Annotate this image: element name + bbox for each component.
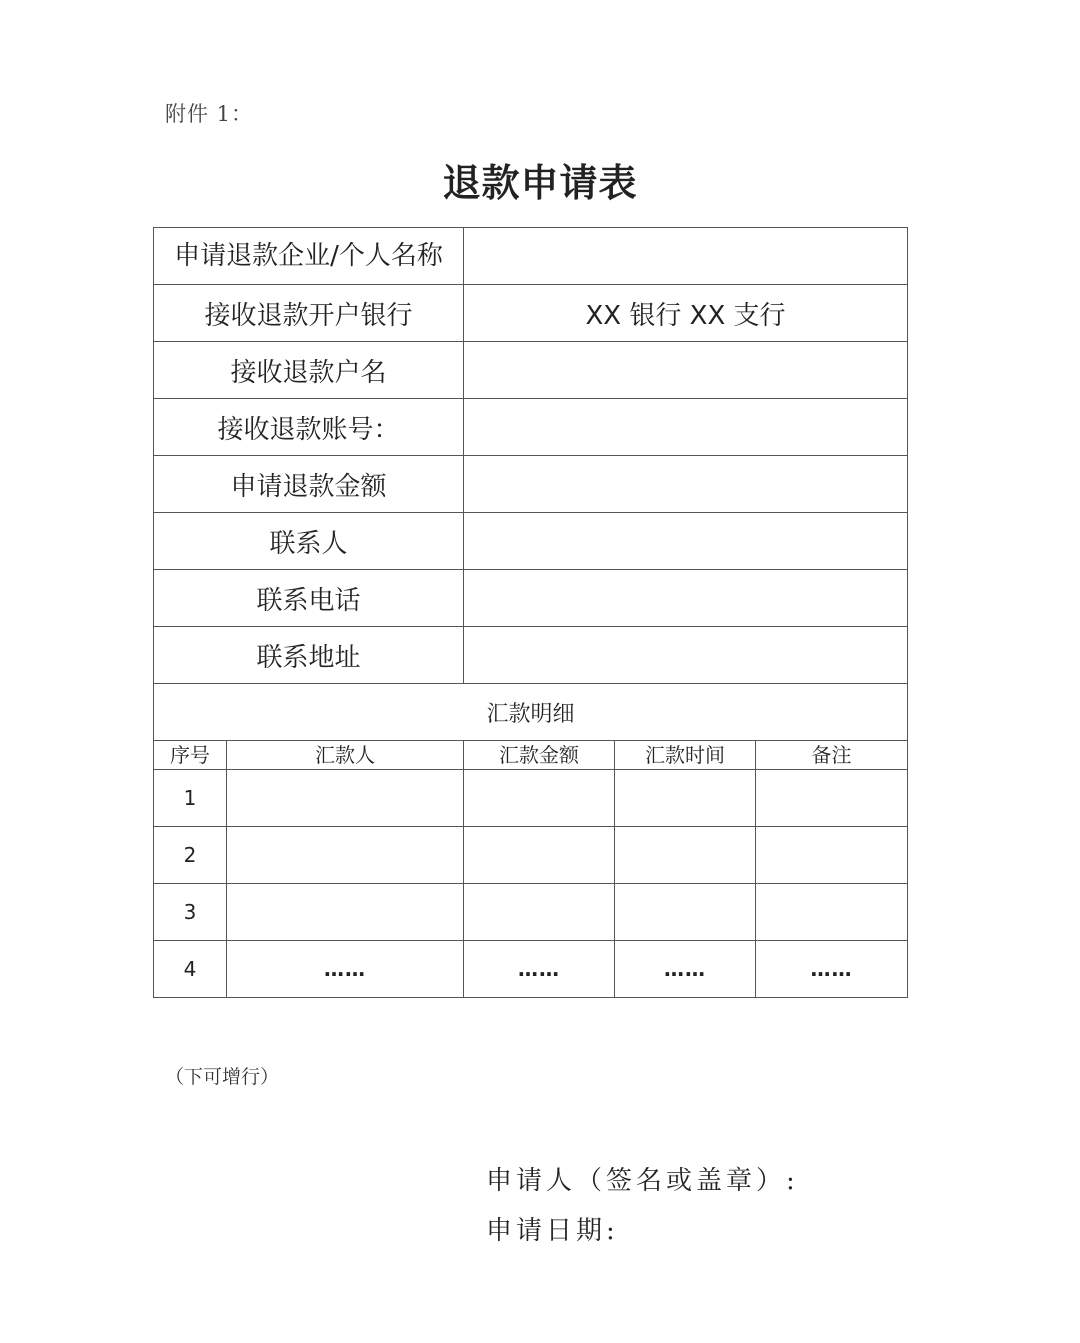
row-index: 4	[154, 941, 227, 998]
row-index: 2	[154, 827, 227, 884]
field-row-phone	[154, 570, 908, 627]
field-row-account-number	[154, 399, 908, 456]
field-label-address: 联系地址	[154, 627, 464, 684]
cell-amount[interactable]	[464, 884, 615, 941]
cell-remitter[interactable]	[227, 770, 464, 827]
form-title: 退款申请表	[442, 160, 638, 205]
field-row-amount	[154, 456, 908, 513]
field-row-applicant-name	[154, 228, 908, 285]
cell-remarks[interactable]	[756, 827, 908, 884]
table-row	[154, 827, 908, 884]
row-index: 1	[154, 770, 227, 827]
field-value-phone[interactable]	[464, 570, 908, 627]
table-row	[154, 770, 908, 827]
row-index: 3	[154, 884, 227, 941]
refund-form-table	[153, 227, 908, 998]
cell-remarks[interactable]	[756, 770, 908, 827]
cell-time[interactable]	[615, 884, 756, 941]
field-label-account-number: 接收退款账号：	[154, 399, 464, 456]
field-value-bank[interactable]: XX 银行 XX 支行	[464, 285, 908, 342]
field-row-address	[154, 627, 908, 684]
column-header-amount: 汇款金额	[464, 741, 615, 770]
remittance-section-row	[154, 684, 908, 741]
field-label-contact: 联系人	[154, 513, 464, 570]
cell-remarks[interactable]	[756, 884, 908, 941]
field-label-bank: 接收退款开户银行	[154, 285, 464, 342]
cell-amount[interactable]	[464, 827, 615, 884]
field-value-amount[interactable]	[464, 456, 908, 513]
table-row	[154, 884, 908, 941]
field-value-contact[interactable]	[464, 513, 908, 570]
remittance-section-title: 汇款明细	[154, 684, 908, 741]
cell-remitter[interactable]	[227, 884, 464, 941]
field-value-account-name[interactable]	[464, 342, 908, 399]
cell-amount[interactable]: ……	[464, 941, 615, 998]
remittance-header-row	[154, 741, 908, 770]
field-label-account-name: 接收退款户名	[154, 342, 464, 399]
field-row-account-name	[154, 342, 908, 399]
field-value-applicant-name[interactable]	[464, 228, 908, 285]
cell-remitter[interactable]	[227, 827, 464, 884]
cell-remitter[interactable]: ……	[227, 941, 464, 998]
attachment-label: 附件 1：	[165, 102, 254, 126]
cell-remarks[interactable]: ……	[756, 941, 908, 998]
applicant-signature-line: 申请人（签名或盖章）:	[486, 1166, 799, 1196]
cell-time[interactable]	[615, 770, 756, 827]
field-row-bank	[154, 285, 908, 342]
column-header-remitter: 汇款人	[227, 741, 464, 770]
field-value-account-number[interactable]	[464, 399, 908, 456]
cell-amount[interactable]	[464, 770, 615, 827]
column-header-time: 汇款时间	[615, 741, 756, 770]
application-date-line: 申请日期:	[486, 1216, 619, 1246]
field-label-phone: 联系电话	[154, 570, 464, 627]
table-row	[154, 941, 908, 998]
column-header-remarks: 备注	[756, 741, 908, 770]
column-header-index: 序号	[154, 741, 227, 770]
field-value-address[interactable]	[464, 627, 908, 684]
field-label-amount: 申请退款金额	[154, 456, 464, 513]
field-label-applicant-name: 申请退款企业/个人名称	[154, 228, 464, 285]
cell-time[interactable]: ……	[615, 941, 756, 998]
add-rows-note: （下可增行）	[165, 1066, 280, 1088]
field-row-contact	[154, 513, 908, 570]
cell-time[interactable]	[615, 827, 756, 884]
